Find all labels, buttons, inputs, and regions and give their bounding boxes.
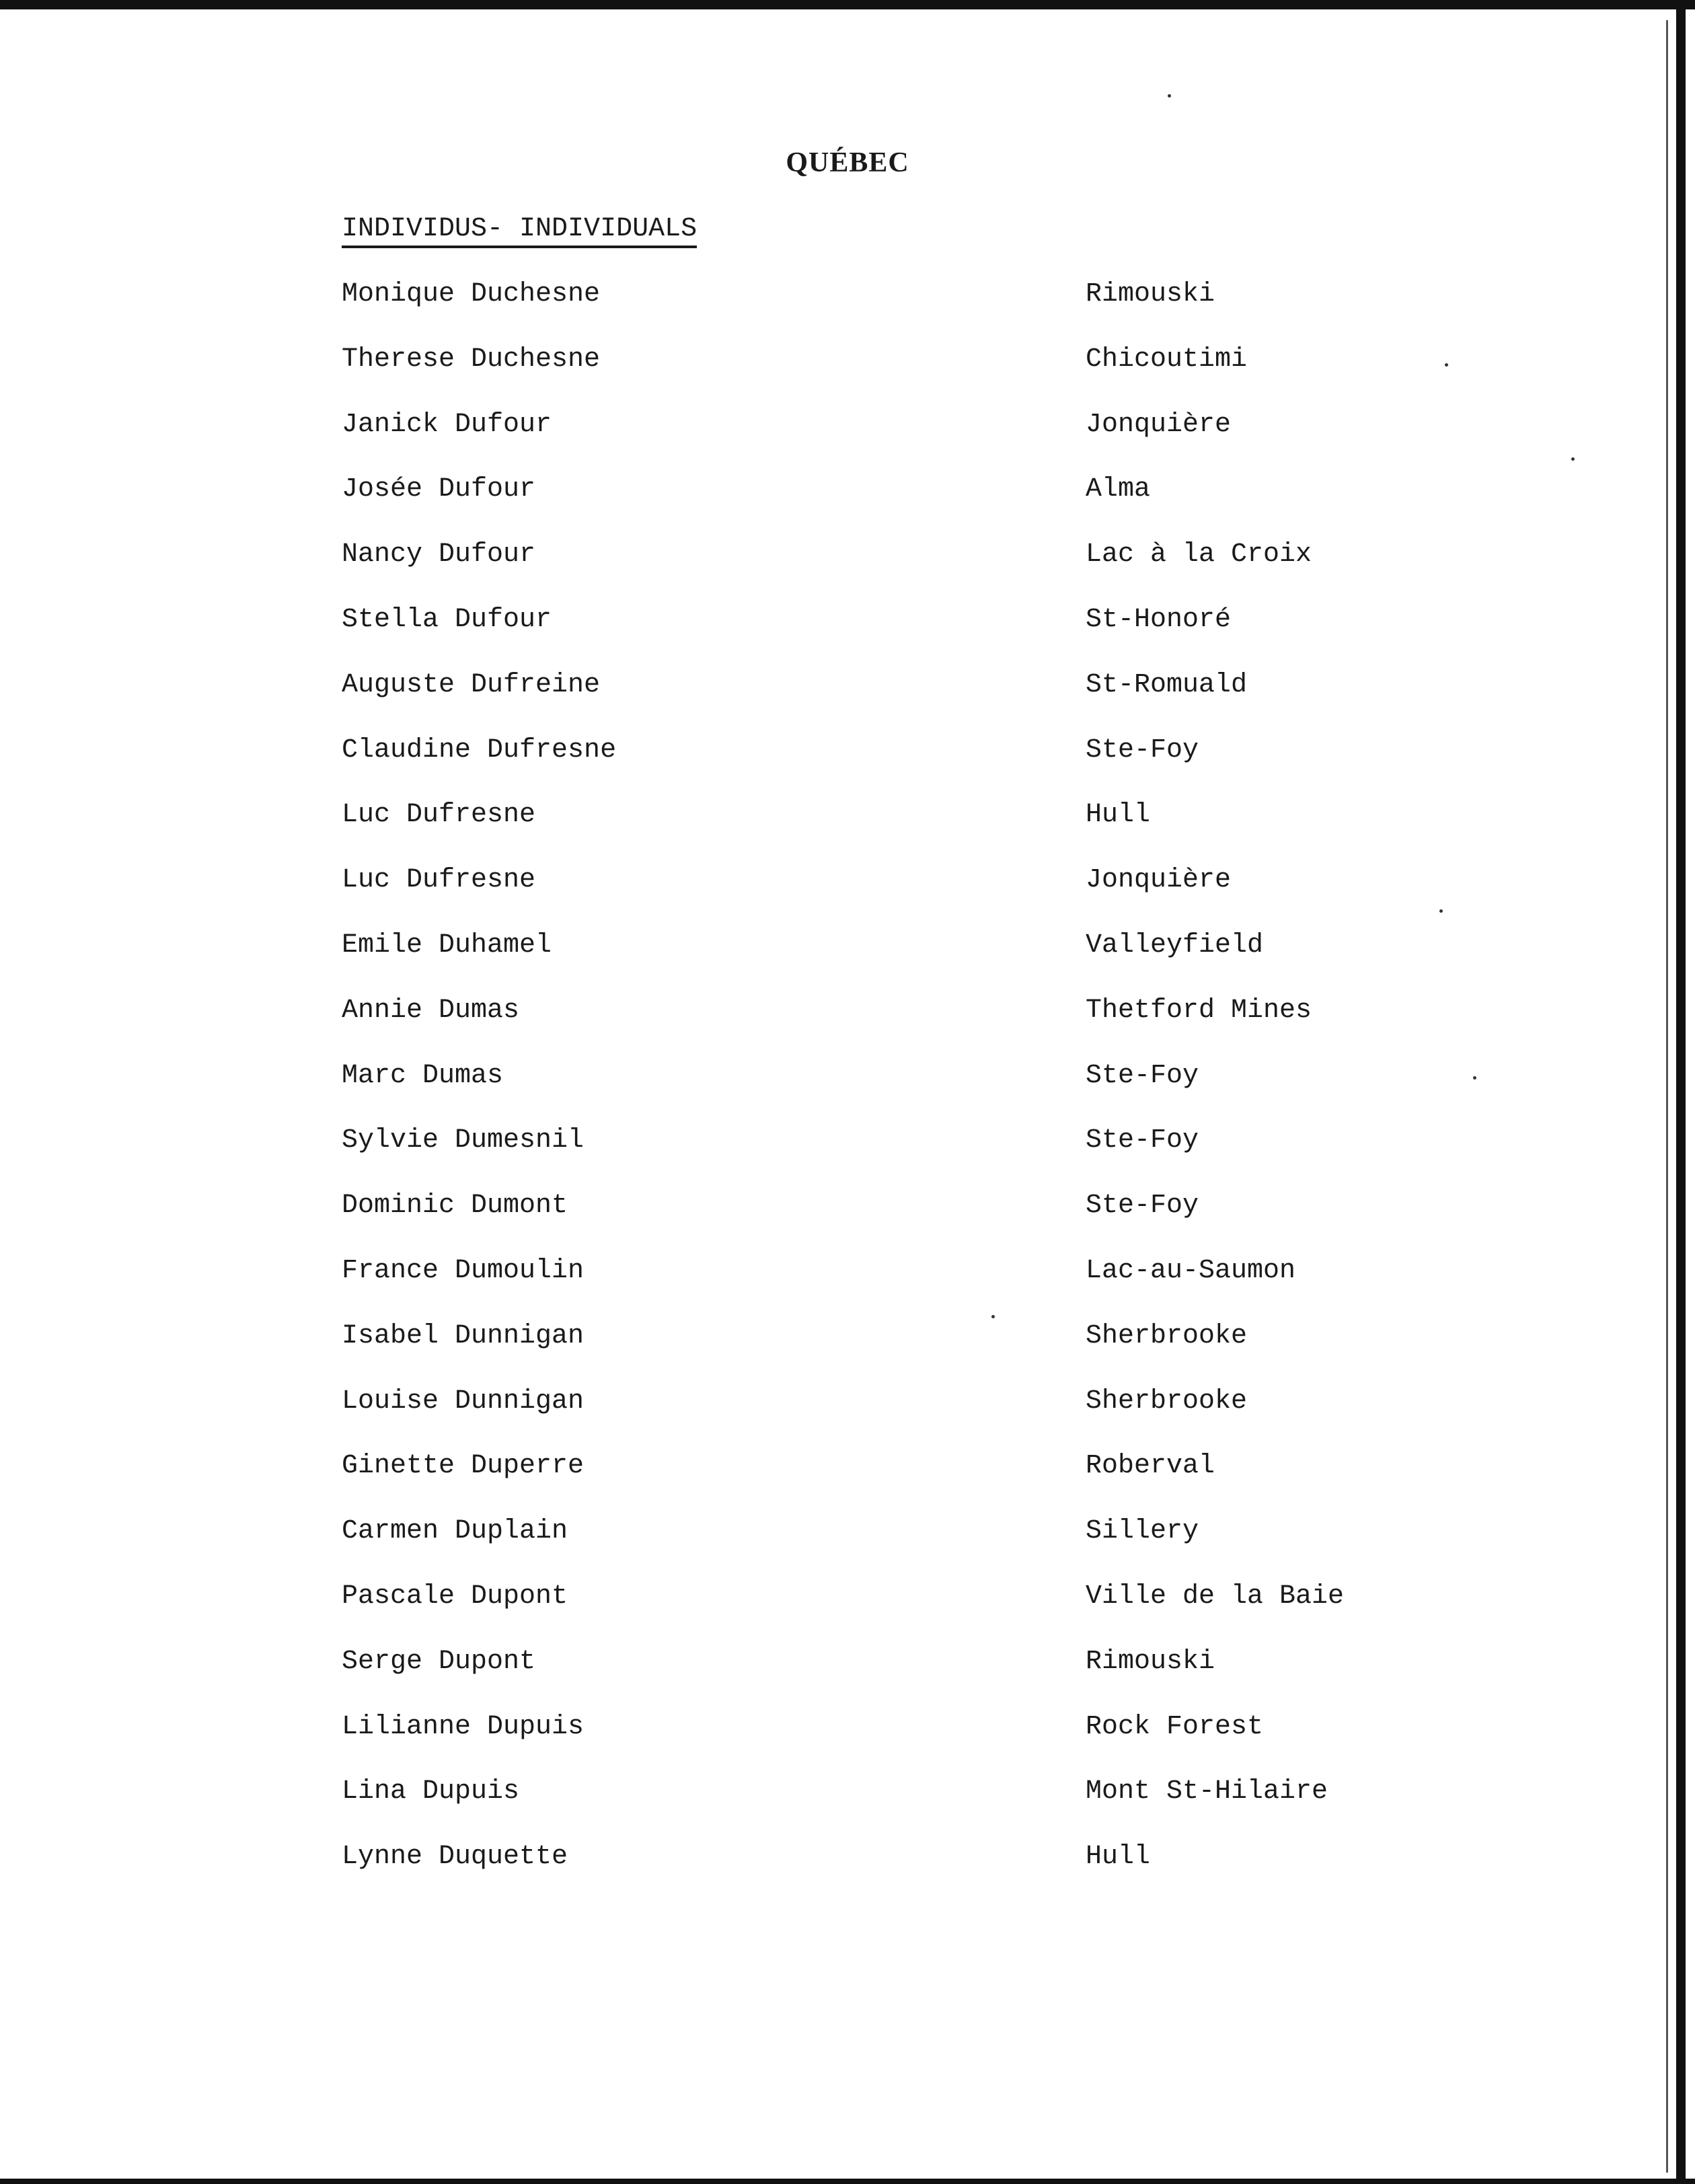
entry-city: Chicoutimi [1086, 344, 1248, 375]
entry-name: Luc Dufresne [342, 865, 536, 895]
entry-city: Thetford Mines [1086, 995, 1312, 1026]
list-item [0, 1386, 1695, 1427]
entry-name: Josée Dufour [342, 474, 536, 504]
entry-city: Lac-au-Saumon [1086, 1256, 1296, 1286]
entry-name: France Dumoulin [342, 1256, 585, 1286]
entry-city: Ville de la Baie [1086, 1581, 1345, 1612]
entry-name: Pascale Dupont [342, 1581, 568, 1612]
entry-city: St-Romuald [1086, 670, 1248, 700]
entry-name: Janick Dufour [342, 410, 552, 440]
list-item [0, 1647, 1695, 1687]
list-item [0, 1581, 1695, 1622]
list-item [0, 410, 1695, 450]
list-item [0, 539, 1695, 580]
entry-name: Monique Duchesne [342, 279, 601, 309]
entry-city: Alma [1086, 474, 1151, 504]
section-heading: INDIVIDUS- INDIVIDUALS [342, 214, 697, 248]
list-item [0, 800, 1695, 840]
entry-name: Emile Duhamel [342, 930, 552, 961]
list-item [0, 865, 1695, 905]
entry-city: Mont St-Hilaire [1086, 1776, 1328, 1807]
entry-name: Nancy Dufour [342, 539, 536, 570]
entry-name: Serge Dupont [342, 1647, 536, 1677]
entry-name: Louise Dunnigan [342, 1386, 585, 1417]
list-item [0, 1125, 1695, 1166]
entry-city: Rock Forest [1086, 1712, 1264, 1742]
scan-speck [1571, 457, 1575, 461]
list-item [0, 605, 1695, 645]
list-item [0, 930, 1695, 971]
entry-city: Valleyfield [1086, 930, 1264, 961]
entry-city: Ste-Foy [1086, 1191, 1199, 1221]
list-item [0, 1712, 1695, 1752]
list-item [0, 1191, 1695, 1231]
entry-name: Isabel Dunnigan [342, 1321, 585, 1351]
scan-speck [1439, 909, 1443, 913]
entry-name: Luc Dufresne [342, 800, 536, 830]
entry-name: Annie Dumas [342, 995, 520, 1026]
scan-speck [1168, 94, 1171, 98]
entry-city: Roberval [1086, 1451, 1215, 1481]
list-item [0, 474, 1695, 515]
entry-name: Lina Dupuis [342, 1776, 520, 1807]
list-item [0, 1451, 1695, 1491]
entry-city: Ste-Foy [1086, 1061, 1199, 1091]
entry-city: Jonquière [1086, 865, 1232, 895]
entry-city: Rimouski [1086, 1647, 1215, 1677]
page-border-top [0, 0, 1695, 9]
entry-city: Sherbrooke [1086, 1321, 1248, 1351]
entry-name: Ginette Duperre [342, 1451, 585, 1481]
list-item [0, 1321, 1695, 1361]
list-item [0, 279, 1695, 319]
list-item [0, 344, 1695, 385]
entry-city: Rimouski [1086, 279, 1215, 309]
entry-name: Auguste Dufreine [342, 670, 601, 700]
entry-city: Sherbrooke [1086, 1386, 1248, 1417]
list-item [0, 995, 1695, 1036]
entry-name: Carmen Duplain [342, 1516, 568, 1546]
entry-name: Sylvie Dumesnil [342, 1125, 585, 1156]
entry-city: Hull [1086, 800, 1151, 830]
entry-name: Claudine Dufresne [342, 735, 617, 765]
page-title: QUÉBEC [786, 147, 909, 178]
page-border-bottom [0, 2179, 1695, 2184]
list-item [0, 735, 1695, 776]
entry-city: Jonquière [1086, 410, 1232, 440]
entry-city: Hull [1086, 1842, 1151, 1872]
list-item [0, 670, 1695, 710]
list-item [0, 1516, 1695, 1556]
entry-city: Lac à la Croix [1086, 539, 1312, 570]
scan-speck [991, 1315, 995, 1318]
entry-name: Stella Dufour [342, 605, 552, 635]
entry-city: Sillery [1086, 1516, 1199, 1546]
entry-name: Marc Dumas [342, 1061, 504, 1091]
entry-name: Therese Duchesne [342, 344, 601, 375]
list-item [0, 1061, 1695, 1101]
entry-name: Lynne Duquette [342, 1842, 568, 1872]
entry-name: Dominic Dumont [342, 1191, 568, 1221]
entry-city: St-Honoré [1086, 605, 1232, 635]
list-item [0, 1256, 1695, 1296]
list-item [0, 1842, 1695, 1882]
list-item [0, 1776, 1695, 1817]
entry-city: Ste-Foy [1086, 735, 1199, 765]
entry-city: Ste-Foy [1086, 1125, 1199, 1156]
entry-name: Lilianne Dupuis [342, 1712, 585, 1742]
